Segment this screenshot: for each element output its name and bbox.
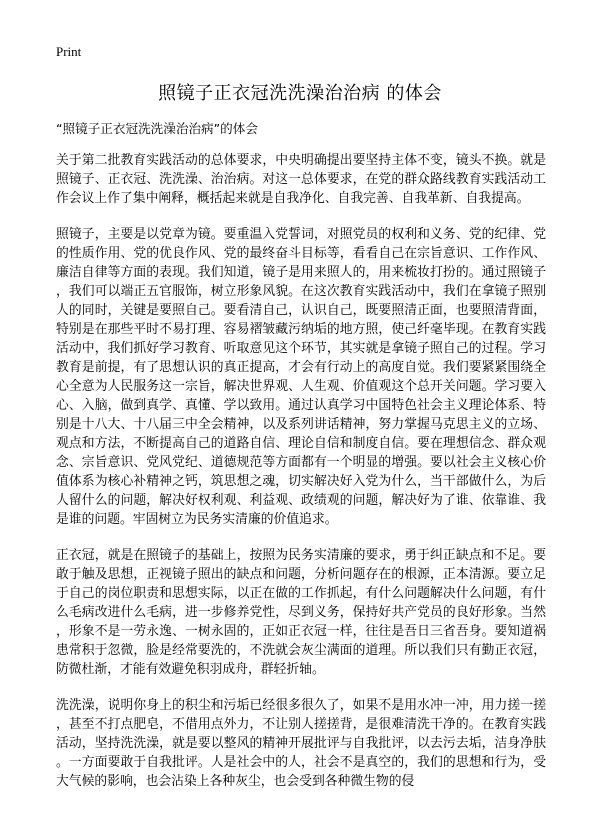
print-link[interactable]: Print <box>56 44 82 59</box>
paragraph-bath: 洗洗澡，说明你身上的积尘和污垢已经很多很久了，如果不是用水冲一冲，用力搓一搓，甚至不打点肥皂，不借用点外力，不让别人搓搓背，是很难清洗干净的。在教育实践活动，坚持洗洗澡，就是要以整风的精神开展批评与自我批评，以去污去垢，洁身净肤。一方面要敢于自我批评。人是社会中的人，社会不是真空的，我们的思想和行为，受大气候的影响，也会沾染上各种灰尘，也会受到各种微生物的侵 <box>56 698 546 789</box>
article-subtitle: “照镜子正衣冠洗洗澡治治病”的体会 <box>56 121 258 136</box>
article-title: 照镜子正衣冠洗洗澡治治病 的体会 <box>158 83 442 104</box>
paragraph-mirror: 照镜子，主要是以党章为镜。要重温入党誓词，对照党员的权利和义务、党的纪律、党的性质作用、党的优良作风、党的最终奋斗目标等，看看自己在宗旨意识、工作作风、廉洁自律等方面的表现。我们知道，镜子是用来照人的，用来梳妆打扮的。通过照镜子，我们可以端正五官服饰，树立形象风貌。在这次教育实践活动中，我们在拿镜子照别人的同时，关键是要照自己。要看清自己，认识自己，既要照清正面，也要照清背面，特别是在那些平时不易打理、容易褶皱藏污纳垢的地方照，使己纤毫毕现。在教育实践活动中，我们抓好学习教育、听取意见这个环节，其实就是拿镜子照自己的过程。学习教育是前提，有了思想认识的真正提高，才会有行动上的高度自觉。我们要紧紧围绕全心全意为人民服务这一宗旨，解决世界观、人生观、价值观这个总开关问题。学习要入心、入脑，做到真学、真懂、学以致用。通过认真学习中国特色社会主义理论体系、特别是十八大、十八届三中全会精神，以及系列讲话精神，努力掌握马克思主义的立场、观点和方法，不断提高自己的道路自信、理论自信和制度自信。要在理想信念、群众观念、宗旨意识、党风党纪、道德规范等方面都有一个明显的增强。要以社会主义核心价值体系为核心补精神之钙，筑思想之魂，切实解决好入党为什么，当干部做什么，为后人留什么的问题，解决好权利观、利益观、政绩观的问题，解决好为了谁、依靠谁、我是谁的问题。牢固树立为民务实清廉的价值追求。 <box>56 227 546 527</box>
article-body <box>56 151 546 808</box>
paragraph-attire: 正衣冠，就是在照镜子的基础上，按照为民务实清廉的要求，勇于纠正缺点和不足。要敢于触及思想，正视镜子照出的缺点和问题，分析问题存在的根源，正本清源。要立足于自己的岗位职责和思想实际，以正在做的工作抓起，有什么问题解决什么问题，有什么毛病改进什么毛病，进一步修养党性，尽到义务，保持好共产党员的良好形象。当然，形象不是一劳永逸、一树永固的，正如正衣冠一样，往往是吾日三省吾身。要知道祸患常积于忽微，脸是经常要洗的，不洗就会灰尘满面的道理。所以我们只有勤正衣冠，防微杜渐，才能有效避免积羽成舟，群轻折轴。 <box>56 548 546 677</box>
paragraph-intro: 关于第二批教育实践活动的总体要求，中央明确提出要坚持主体不变，镜头不换。就是照镜子、正衣冠、洗洗澡、治治病。对这一总体要求，在党的群众路线教育实践活动工作会议上作了集中阐释，概括起来就是自我净化、自我完善、自我革新、自我提高。 <box>56 153 546 206</box>
